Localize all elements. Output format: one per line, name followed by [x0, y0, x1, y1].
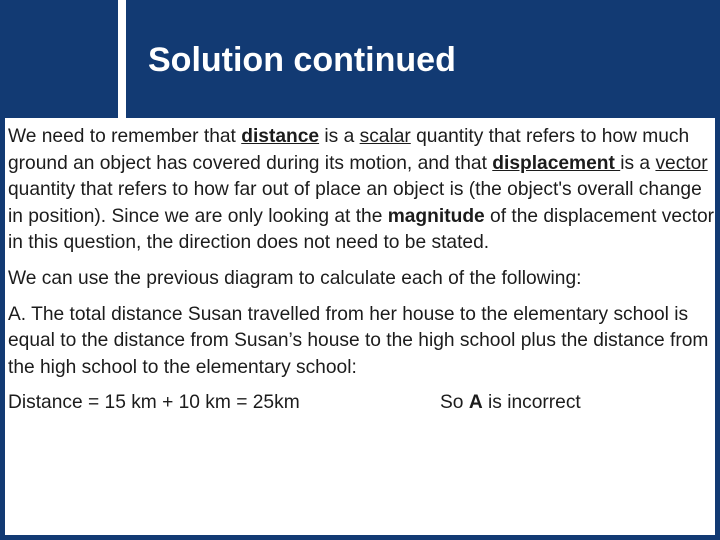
result-row — [8, 390, 716, 417]
distance-equation: Distance = 15 km + 10 km = 25km — [8, 392, 300, 414]
text-segment: is a — [319, 126, 360, 147]
header-divider — [118, 0, 126, 118]
term-magnitude: magnitude — [387, 205, 485, 227]
text-segment: of the displacement vector in this question, the direction does not need to be stated. — [8, 205, 715, 254]
conclusion-prefix: So — [440, 392, 469, 414]
term-distance: distance — [241, 126, 320, 147]
slide-title: Solution continued — [148, 41, 456, 79]
option-a-paragraph: A. The total distance Susan travelled from her house to the elementary school is equal to the distance from Susan’s house to the high school plus the distance from the high school to the elementary school: — [8, 303, 709, 378]
term-displacement: displacement — [492, 152, 621, 174]
title-bar — [0, 0, 720, 118]
term-scalar: scalar — [359, 126, 411, 147]
conclusion — [440, 390, 581, 417]
diagram-reference-paragraph: We can use the previous diagram to calculate each of the following: — [8, 267, 582, 289]
text-segment: quantity that refers to how far out of place an object is (the object's overall change in position). Since we are only looking at the — [8, 179, 702, 227]
term-vector: vector — [655, 152, 708, 174]
conclusion-option: A — [468, 392, 483, 414]
text-segment: quantity that refers to how much ground an object has covered during its motion, and that — [8, 126, 690, 174]
conclusion-suffix: is incorrect — [482, 392, 581, 414]
explanation-paragraph — [8, 124, 716, 257]
content-area — [8, 124, 716, 417]
text-segment: We need to remember that — [8, 126, 242, 147]
text-segment: is a — [620, 152, 656, 174]
